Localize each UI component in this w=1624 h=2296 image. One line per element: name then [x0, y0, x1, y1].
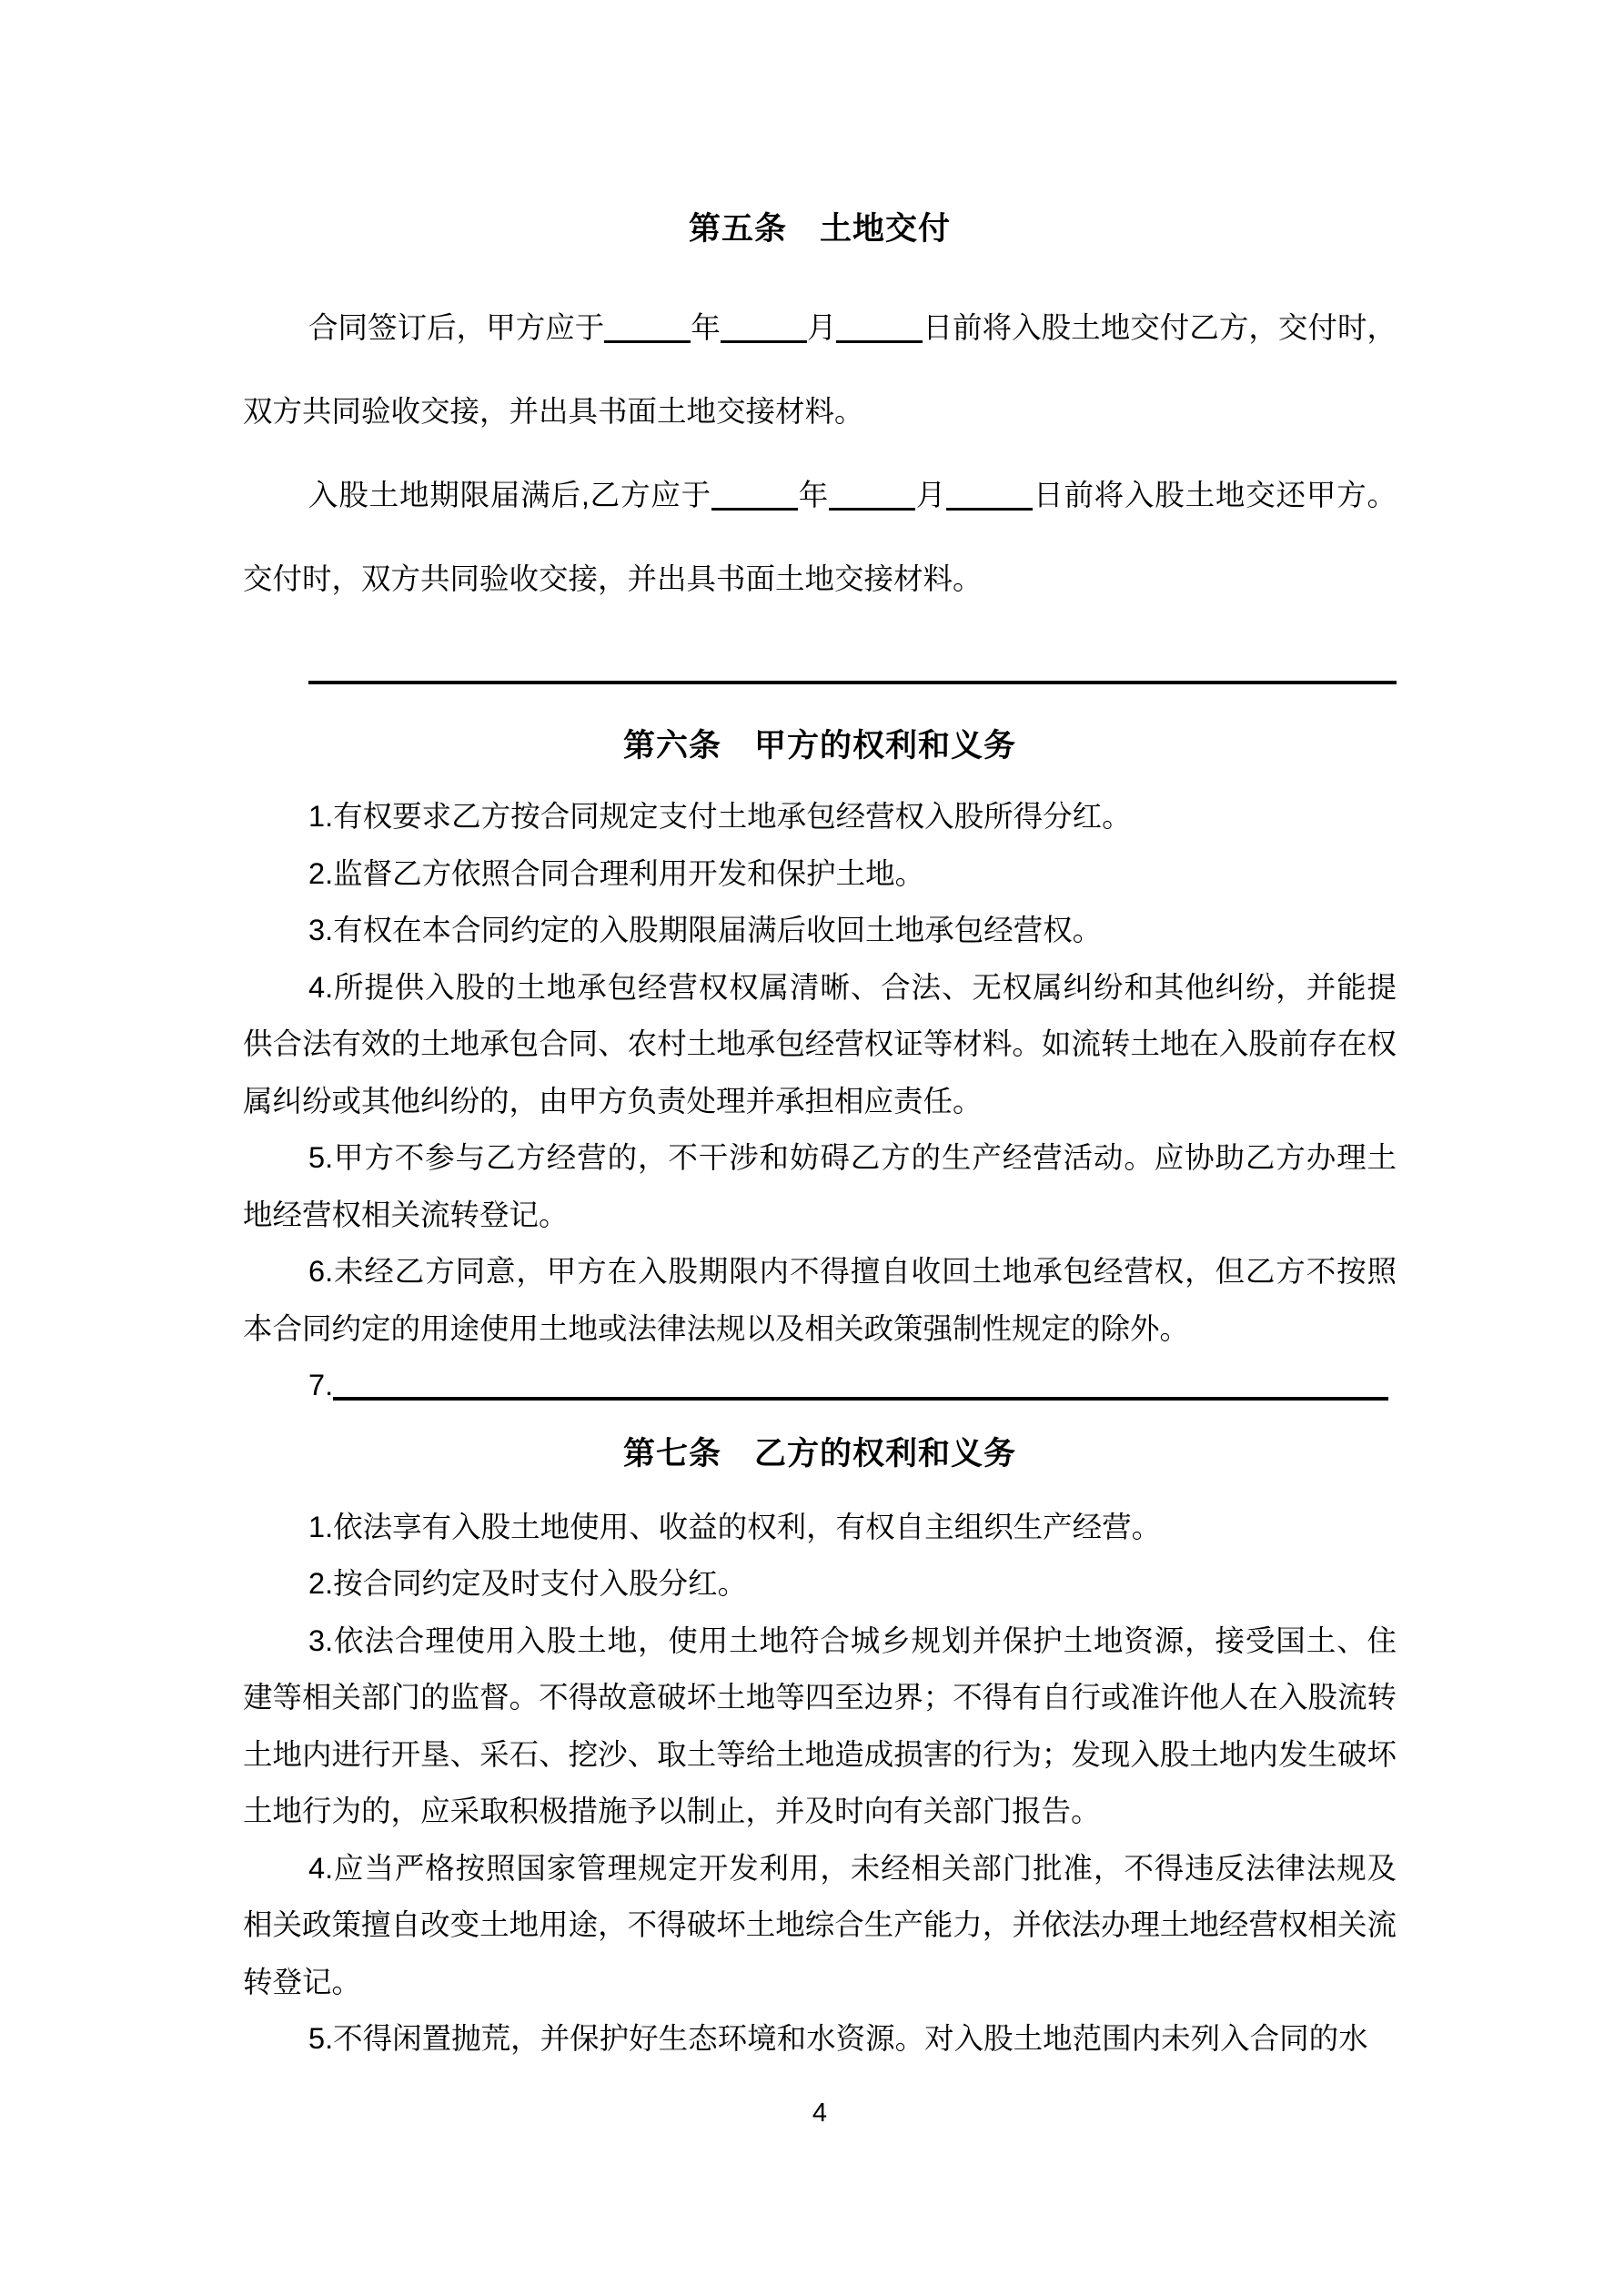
article-6-paragraph-6	[243, 1243, 1397, 1357]
text-run: 年	[797, 479, 830, 511]
text-run: 合同签订后，甲方应于	[308, 311, 605, 344]
article-6-paragraph-5	[243, 1129, 1397, 1243]
text-run: 2.按合同约定及时支付入股分红。	[308, 1567, 748, 1600]
article-6-paragraph-3	[243, 902, 1397, 959]
text-run: 5.不得闲置抛荒，并保护好生态环境和水资源。对入股土地范围内未列入合同的水	[308, 2022, 1368, 2055]
fill-in-blank	[604, 331, 691, 343]
fill-in-blank	[836, 331, 923, 343]
article-5	[243, 209, 1397, 684]
page-footer	[243, 2095, 1397, 2136]
article-7-paragraph-2	[243, 1555, 1397, 1613]
text-run: 3.依法合理使用入股土地，使用土地符合城乡规划并保护土地资源，接受国土、住建等相关部门的监督。不得故意破坏土地等四至边界；不得有自行或准许他人在入股流转土地内进行开垦、采石、挖沙、取土等给土地造成损害的行为；发现入股土地内发生破坏土地行为的，应采取积极措施予以制止，并及时向有关部门报告。	[243, 1623, 1397, 1827]
article-5-paragraph-2	[243, 453, 1397, 621]
fill-in-blank	[946, 499, 1033, 511]
article-6-paragraph-1	[243, 788, 1397, 845]
text-run: 日前将入股土地交付乙方，交付时，双方共同验收交接，并出具书面土地交接材料。	[243, 311, 1397, 428]
text-run: 4.所提供入股的土地承包经营权权属清晰、合法、无权属纠纷和其他纠纷，并能提供合法有效的土地承包合同、农村土地承包经营权证等材料。如流转土地在入股前存在权属纠纷或其他纠纷的，由甲方负责处理并承担相应责任。	[243, 970, 1397, 1118]
fill-in-blank	[333, 1388, 1388, 1401]
horizontal-rule	[308, 681, 1397, 684]
article-6-paragraph-7	[243, 1357, 1397, 1414]
text-run: 年	[691, 311, 721, 344]
article-6-paragraph-2	[243, 845, 1397, 903]
text-run: 日前将入股土地交还甲方。交付时，双方共同验收交接，并出具书面土地交接材料。	[243, 479, 1397, 595]
article-7-paragraph-1	[243, 1499, 1397, 1556]
article-7	[243, 1434, 1397, 2068]
text-run: 1.有权要求乙方按合同规定支付土地承包经营权入股所得分红。	[308, 800, 1132, 833]
text-run: 入股土地期限届满后,乙方应于	[308, 479, 711, 511]
text-run: 3.有权在本合同约定的入股期限届满后收回土地承包经营权。	[308, 914, 1103, 946]
text-run: 5.甲方不参与乙方经营的，不干涉和妨碍乙方的生产经营活动。应协助乙方办理土地经营权相关流转登记。	[243, 1141, 1397, 1231]
article-7-heading: 第七条 乙方的权利和义务	[622, 1435, 1016, 1472]
article-5-heading: 第五条 土地交付	[688, 211, 951, 247]
text-run: 4.应当严格按照国家管理规定开发利用，未经相关部门批准，不得违反法律法规及相关政策擅自改变土地用途，不得破坏土地综合生产能力，并依法办理土地经营权相关流转登记。	[243, 1851, 1397, 1998]
fill-in-blank	[721, 331, 807, 343]
article-6	[243, 726, 1397, 1414]
fill-in-blank	[829, 499, 915, 511]
article-6-paragraph-4	[243, 959, 1397, 1130]
article-5-paragraph-1	[243, 286, 1397, 453]
text-run: 7.	[308, 1369, 334, 1401]
text-run: 月	[806, 311, 837, 344]
article-7-paragraph-5	[243, 2010, 1397, 2068]
article-7-paragraph-3	[243, 1613, 1397, 1840]
article-6-heading: 第六条 甲方的权利和义务	[622, 728, 1016, 764]
document-sections	[243, 209, 1397, 2068]
text-run: 月	[915, 479, 947, 511]
text-run: 1.依法享有入股土地使用、收益的权利，有权自主组织生产经营。	[308, 1510, 1162, 1543]
article-7-paragraph-4	[243, 1840, 1397, 2011]
text-run: 6.未经乙方同意，甲方在入股期限内不得擅自收回土地承包经营权，但乙方不按照本合同约定的用途使用土地或法律法规以及相关政策强制性规定的除外。	[243, 1255, 1397, 1345]
page-number: 4	[812, 2098, 828, 2128]
text-run: 2.监督乙方依照合同合理利用开发和保护土地。	[308, 856, 925, 890]
fill-in-blank	[711, 499, 798, 511]
